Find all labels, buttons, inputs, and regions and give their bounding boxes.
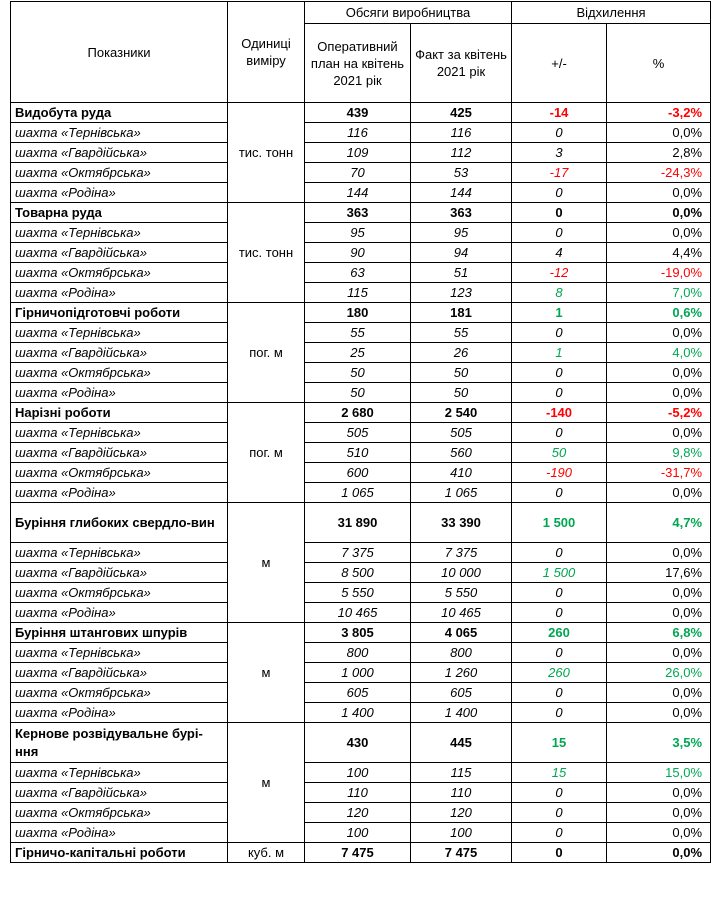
table-row [11, 803, 711, 823]
table-row [11, 423, 711, 443]
deviation-abs: 0 [512, 223, 607, 243]
fact-value: 100 [411, 823, 512, 843]
plan-value: 8 500 [305, 563, 411, 583]
fact-value: 110 [411, 783, 512, 803]
deviation-abs: 0 [512, 423, 607, 443]
plan-value: 7 375 [305, 543, 411, 563]
indicator-name: Видобута руда [11, 103, 228, 123]
mine-name: шахта «Октябрська» [11, 463, 228, 483]
mine-name: шахта «Гвардійська» [11, 783, 228, 803]
mine-name: шахта «Тернівська» [11, 423, 228, 443]
mine-name: шахта «Гвардійська» [11, 343, 228, 363]
deviation-abs: -190 [512, 463, 607, 483]
fact-value: 2 540 [411, 403, 512, 423]
mine-name: шахта «Родіна» [11, 823, 228, 843]
deviation-pct: 2,8% [607, 143, 711, 163]
table-row [11, 483, 711, 503]
deviation-pct: 9,8% [607, 443, 711, 463]
table-row [11, 683, 711, 703]
fact-value: 10 000 [411, 563, 512, 583]
indicator-name: Буріння глибоких свердло-вин [11, 503, 228, 543]
deviation-abs: 8 [512, 283, 607, 303]
table-row [11, 283, 711, 303]
deviation-pct: 0,0% [607, 423, 711, 443]
table-row [11, 183, 711, 203]
mine-name: шахта «Гвардійська» [11, 243, 228, 263]
deviation-pct: 0,0% [607, 183, 711, 203]
mine-name: шахта «Гвардійська» [11, 563, 228, 583]
table-row [11, 643, 711, 663]
mine-name: шахта «Тернівська» [11, 123, 228, 143]
header-indicators: Показники [11, 2, 228, 103]
plan-value: 180 [305, 303, 411, 323]
deviation-pct: 4,7% [607, 503, 711, 543]
deviation-abs: 15 [512, 723, 607, 763]
plan-value: 1 000 [305, 663, 411, 683]
deviation-abs: 0 [512, 543, 607, 563]
plan-value: 3 805 [305, 623, 411, 643]
deviation-pct: 0,0% [607, 823, 711, 843]
unit-cell: пог. м [228, 403, 305, 503]
deviation-abs: 1 500 [512, 563, 607, 583]
table-row [11, 323, 711, 343]
table-row [11, 763, 711, 783]
table-row-group [11, 843, 711, 863]
fact-value: 51 [411, 263, 512, 283]
mine-name: шахта «Гвардійська» [11, 663, 228, 683]
deviation-abs: 0 [512, 823, 607, 843]
plan-value: 116 [305, 123, 411, 143]
deviation-pct: 0,0% [607, 603, 711, 623]
table-row [11, 823, 711, 843]
mine-name: шахта «Родіна» [11, 283, 228, 303]
deviation-abs: 50 [512, 443, 607, 463]
deviation-pct: 6,8% [607, 623, 711, 643]
deviation-abs: 0 [512, 363, 607, 383]
plan-value: 1 065 [305, 483, 411, 503]
plan-value: 115 [305, 283, 411, 303]
deviation-pct: 0,0% [607, 643, 711, 663]
plan-value: 510 [305, 443, 411, 463]
plan-value: 5 550 [305, 583, 411, 603]
fact-value: 1 260 [411, 663, 512, 683]
fact-value: 55 [411, 323, 512, 343]
deviation-abs: 0 [512, 703, 607, 723]
fact-value: 50 [411, 363, 512, 383]
indicator-name: Буріння штангових шпурів [11, 623, 228, 643]
mine-name: шахта «Октябрська» [11, 683, 228, 703]
mine-name: шахта «Тернівська» [11, 643, 228, 663]
deviation-abs: 0 [512, 843, 607, 863]
table-row-group [11, 303, 711, 323]
fact-value: 425 [411, 103, 512, 123]
deviation-pct: 0,0% [607, 363, 711, 383]
plan-value: 95 [305, 223, 411, 243]
table-row [11, 143, 711, 163]
deviation-pct: 0,0% [607, 203, 711, 223]
deviation-pct: 0,0% [607, 543, 711, 563]
fact-value: 95 [411, 223, 512, 243]
table-row-group [11, 403, 711, 423]
deviation-pct: -31,7% [607, 463, 711, 483]
deviation-pct: 0,0% [607, 223, 711, 243]
mine-name: шахта «Родіна» [11, 383, 228, 403]
deviation-pct: 0,0% [607, 583, 711, 603]
deviation-abs: 0 [512, 803, 607, 823]
mine-name: шахта «Октябрська» [11, 583, 228, 603]
deviation-abs: 0 [512, 583, 607, 603]
fact-value: 5 550 [411, 583, 512, 603]
deviation-pct: 7,0% [607, 283, 711, 303]
deviation-abs: -12 [512, 263, 607, 283]
table-row [11, 343, 711, 363]
plan-value: 50 [305, 363, 411, 383]
plan-value: 90 [305, 243, 411, 263]
table-row [11, 243, 711, 263]
deviation-pct: 0,0% [607, 703, 711, 723]
mine-name: шахта «Родіна» [11, 603, 228, 623]
mine-name: шахта «Октябрська» [11, 163, 228, 183]
table-row [11, 563, 711, 583]
plan-value: 31 890 [305, 503, 411, 543]
deviation-abs: 15 [512, 763, 607, 783]
plan-value: 55 [305, 323, 411, 343]
plan-value: 100 [305, 823, 411, 843]
deviation-pct: 0,0% [607, 843, 711, 863]
table-row [11, 543, 711, 563]
table-row [11, 123, 711, 143]
plan-value: 63 [305, 263, 411, 283]
table-row [11, 363, 711, 383]
fact-value: 120 [411, 803, 512, 823]
fact-value: 605 [411, 683, 512, 703]
header-volumes: Обсяги виробництва [305, 2, 512, 24]
fact-value: 53 [411, 163, 512, 183]
table-row [11, 163, 711, 183]
deviation-pct: 4,4% [607, 243, 711, 263]
deviation-pct: -5,2% [607, 403, 711, 423]
fact-value: 10 465 [411, 603, 512, 623]
mine-name: шахта «Тернівська» [11, 323, 228, 343]
fact-value: 115 [411, 763, 512, 783]
indicator-name: Гірничо-капітальні роботи [11, 843, 228, 863]
plan-value: 430 [305, 723, 411, 763]
deviation-pct: 26,0% [607, 663, 711, 683]
deviation-abs: 1 500 [512, 503, 607, 543]
table-row [11, 263, 711, 283]
table-row-group [11, 503, 711, 543]
fact-value: 112 [411, 143, 512, 163]
deviation-pct: 15,0% [607, 763, 711, 783]
fact-value: 50 [411, 383, 512, 403]
deviation-pct: 4,0% [607, 343, 711, 363]
deviation-abs: 260 [512, 623, 607, 643]
plan-value: 363 [305, 203, 411, 223]
mine-name: шахта «Октябрська» [11, 363, 228, 383]
fact-value: 363 [411, 203, 512, 223]
deviation-pct: 0,0% [607, 483, 711, 503]
plan-value: 439 [305, 103, 411, 123]
deviation-abs: 0 [512, 683, 607, 703]
fact-value: 7 375 [411, 543, 512, 563]
deviation-abs: -140 [512, 403, 607, 423]
deviation-pct: 17,6% [607, 563, 711, 583]
table-body [11, 103, 711, 863]
deviation-pct: -24,3% [607, 163, 711, 183]
deviation-abs: 0 [512, 603, 607, 623]
deviation-abs: -14 [512, 103, 607, 123]
plan-value: 505 [305, 423, 411, 443]
indicator-name: Гірничопідготовчі роботи [11, 303, 228, 323]
table-row [11, 463, 711, 483]
table-row [11, 583, 711, 603]
deviation-pct: -3,2% [607, 103, 711, 123]
deviation-abs: 3 [512, 143, 607, 163]
plan-value: 100 [305, 763, 411, 783]
header-fact: Факт за квітень 2021 рік [411, 24, 512, 103]
table-row [11, 223, 711, 243]
deviation-abs: 0 [512, 483, 607, 503]
deviation-abs: 260 [512, 663, 607, 683]
unit-cell: пог. м [228, 303, 305, 403]
plan-value: 109 [305, 143, 411, 163]
plan-value: 2 680 [305, 403, 411, 423]
fact-value: 1 400 [411, 703, 512, 723]
plan-value: 25 [305, 343, 411, 363]
deviation-pct: 0,6% [607, 303, 711, 323]
fact-value: 123 [411, 283, 512, 303]
fact-value: 33 390 [411, 503, 512, 543]
deviation-abs: 0 [512, 123, 607, 143]
plan-value: 1 400 [305, 703, 411, 723]
deviation-pct: 0,0% [607, 783, 711, 803]
deviation-abs: 0 [512, 323, 607, 343]
mine-name: шахта «Родіна» [11, 703, 228, 723]
header-deviation: Відхилення [512, 2, 711, 24]
fact-value: 116 [411, 123, 512, 143]
deviation-abs: 1 [512, 343, 607, 363]
fact-value: 181 [411, 303, 512, 323]
fact-value: 4 065 [411, 623, 512, 643]
table-row [11, 703, 711, 723]
table-row [11, 443, 711, 463]
fact-value: 410 [411, 463, 512, 483]
fact-value: 800 [411, 643, 512, 663]
fact-value: 445 [411, 723, 512, 763]
fact-value: 560 [411, 443, 512, 463]
mine-name: шахта «Тернівська» [11, 763, 228, 783]
deviation-pct: 0,0% [607, 683, 711, 703]
indicator-name: Кернове розвідувальне бурі-ння [11, 723, 228, 763]
unit-cell: тис. тонн [228, 103, 305, 203]
unit-cell: тис. тонн [228, 203, 305, 303]
plan-value: 800 [305, 643, 411, 663]
table-row [11, 783, 711, 803]
header-percent: % [607, 24, 711, 103]
table-row [11, 383, 711, 403]
plan-value: 600 [305, 463, 411, 483]
mine-name: шахта «Гвардійська» [11, 143, 228, 163]
deviation-abs: 0 [512, 183, 607, 203]
table-row-group [11, 623, 711, 643]
unit-cell: м [228, 723, 305, 843]
fact-value: 505 [411, 423, 512, 443]
unit-cell: куб. м [228, 843, 305, 863]
deviation-pct: -19,0% [607, 263, 711, 283]
mine-name: шахта «Родіна» [11, 483, 228, 503]
mine-name: шахта «Тернівська» [11, 543, 228, 563]
deviation-pct: 0,0% [607, 803, 711, 823]
deviation-abs: 0 [512, 383, 607, 403]
mine-name: шахта «Октябрська» [11, 263, 228, 283]
fact-value: 7 475 [411, 843, 512, 863]
plan-value: 110 [305, 783, 411, 803]
plan-value: 605 [305, 683, 411, 703]
table-row [11, 603, 711, 623]
header-plan: Оперативний план на квітень 2021 рік [305, 24, 411, 103]
fact-value: 26 [411, 343, 512, 363]
fact-value: 144 [411, 183, 512, 203]
table-header [11, 2, 711, 103]
plan-value: 120 [305, 803, 411, 823]
deviation-pct: 0,0% [607, 123, 711, 143]
deviation-abs: 0 [512, 643, 607, 663]
deviation-pct: 0,0% [607, 383, 711, 403]
production-table [10, 1, 711, 863]
deviation-abs: 1 [512, 303, 607, 323]
table-row-group [11, 103, 711, 123]
plan-value: 10 465 [305, 603, 411, 623]
deviation-abs: -17 [512, 163, 607, 183]
deviation-pct: 0,0% [607, 323, 711, 343]
deviation-abs: 0 [512, 783, 607, 803]
mine-name: шахта «Тернівська» [11, 223, 228, 243]
plan-value: 70 [305, 163, 411, 183]
plan-value: 7 475 [305, 843, 411, 863]
fact-value: 94 [411, 243, 512, 263]
table-row-group [11, 203, 711, 223]
table-row [11, 663, 711, 683]
mine-name: шахта «Гвардійська» [11, 443, 228, 463]
mine-name: шахта «Октябрська» [11, 803, 228, 823]
table-row-group [11, 723, 711, 763]
indicator-name: Нарізні роботи [11, 403, 228, 423]
deviation-abs: 0 [512, 203, 607, 223]
header-plus-minus: +/- [512, 24, 607, 103]
header-units: Одиниці виміру [228, 2, 305, 103]
mine-name: шахта «Родіна» [11, 183, 228, 203]
plan-value: 144 [305, 183, 411, 203]
plan-value: 50 [305, 383, 411, 403]
deviation-pct: 3,5% [607, 723, 711, 763]
indicator-name: Товарна руда [11, 203, 228, 223]
deviation-abs: 4 [512, 243, 607, 263]
unit-cell: м [228, 503, 305, 623]
unit-cell: м [228, 623, 305, 723]
fact-value: 1 065 [411, 483, 512, 503]
